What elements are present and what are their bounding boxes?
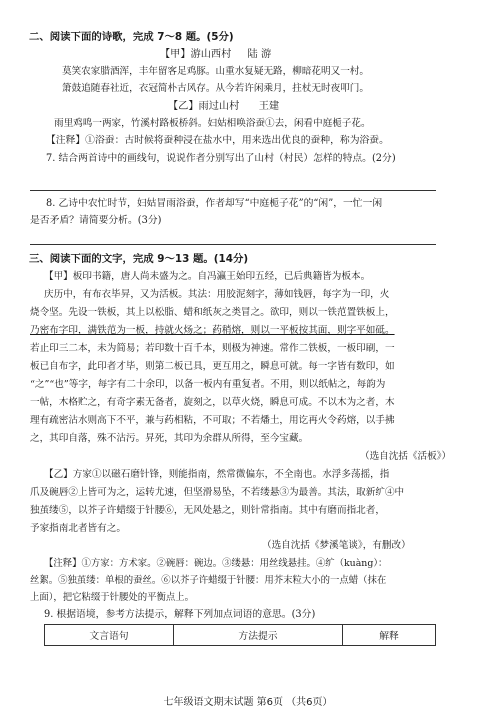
table-header: 文言语句: [45, 625, 174, 646]
poem2-title-line: [168, 100, 279, 114]
passage-yi-line: 【乙】方家①以磁石磨针锋，则能指南，然常微偏东，不全南也。水浮多荡摇，指: [44, 469, 390, 480]
section3-title: 三、阅读下面的文字，完成 9～13 题。(14分): [29, 253, 249, 265]
passage-jia-line: 庆历中，有布衣毕昇，又为活板。其法：用胶泥刻字，薄如钱唇，每字为一印，火: [44, 289, 390, 300]
answer-line: [30, 190, 436, 191]
poem2-title: 【乙】雨过山村: [168, 101, 240, 112]
passage-jia-line: 若止印三二本，未为简易；若印数十百千本，则极为神速。常作二铁板，一板印刷，一: [30, 343, 395, 354]
passage-jia-line: 之，其印自落，殊不沾污。昇死，其印为余群从所得，至今宝藏。: [30, 433, 309, 444]
passage-jia-line: 理有疏密沾水则高下不平，兼与药相粘，不可取；不若燔土，用讫再火令药熔，以手拂: [30, 415, 395, 426]
poem1-title-line: [160, 48, 271, 62]
source-yi: （选自沈括《梦溪笔谈》，有删改）: [262, 540, 411, 551]
poem1-line: 箫鼓追随春社近，衣冠简朴古风存。从今若许闲乘月，拄杖无时夜叩门。: [62, 83, 369, 94]
passage-yi-line: 予家指南北者皆有之。: [30, 523, 126, 534]
passage-jia-line: 板已自布字，此印者才毕，则第二板已具，更互用之，瞬息可就。每一字皆有数印，如: [30, 361, 395, 372]
table-header: 方法提示: [174, 625, 343, 646]
page-footer: 七年级语文期末试题 第6页 （共6页）: [163, 697, 333, 708]
answer-line: [30, 244, 436, 245]
table-header-row: [45, 625, 436, 646]
passage-jia-line: 烧令坚。先设一铁板，其上以松脂、蜡和纸灰之类冒之。欲印，则以一铁范置铁板上，: [30, 307, 395, 318]
answer-table: [44, 624, 436, 646]
poem1-author: 陆 游: [247, 49, 272, 60]
notes-line: 丝絮。⑤独茧缕：单根的蚕丝。⑥以芥子许蜡缀于针腰：用芥末粒大小的一点蜡（抹在: [30, 575, 387, 586]
passage-yi-line: 爪及碗唇②上皆可为之，运转尤速，但坚滑易坠，不若缕悬③为最善。其法，取新纩④中: [30, 487, 405, 498]
notes-line: 上面），把它粘缀于针腰处的平衡点上。: [30, 592, 195, 603]
poem1-line: 莫笑农家腊酒浑，丰年留客足鸡豚。山重水复疑无路，柳暗花明又一村。: [62, 66, 369, 77]
question-7: 7. 结合两首诗中的画线句，说说作者分别写出了山村（村民）怎样的特点。(2分): [46, 153, 396, 164]
poem2-author: 王建: [258, 101, 280, 112]
poem2-line: 雨里鸡鸣一两家，竹溪村路板桥斜。妇姑相唤浴蚕①去，闲看中庭栀子花。: [54, 118, 371, 129]
source-jia: （选自沈括《活板》）: [360, 451, 452, 462]
question-9: 9. 根据语境，参考方法提示，解释下列加点词语的意思。(3分): [44, 609, 316, 620]
section2-title: 二、阅读下面的诗歌，完成 7～8 题。(5分): [29, 31, 234, 43]
passage-yi-line: 独茧缕⑤，以芥子许蜡缀于针腰⑥，无风处悬之，则针常指南。其中有磨而指北者，: [30, 505, 385, 516]
passage-jia-line: 乃密布字印，满铁范为一板，持就火炀之；药稍熔，则以一平板按其面，则字平如砥。: [30, 325, 395, 336]
question-8-line2: 是否矛盾？请简要分析。(3分): [30, 215, 162, 226]
poem1-title: 【甲】游山西村: [160, 49, 232, 60]
question-8-line1: 8. 乙诗中农忙时节，妇姑冒雨浴蚕，作者却写“中庭栀子花”的“闲”，一忙一闲: [46, 198, 383, 209]
poem-note: 【注释】①浴蚕：古时候将蚕种浸在盐水中，用来选出优良的蚕种，称为浴蚕。: [46, 135, 389, 146]
table-header: 解释: [343, 625, 436, 646]
passage-jia-line: 一帖，木格贮之，有奇字素无备者，旋刻之，以草火烧，瞬息可成。不以木为之者，木: [30, 397, 395, 408]
passage-jia-line: 【甲】板印书籍，唐人尚未盛为之。自冯瀛王始印五经，已后典籍皆为板本。: [44, 271, 371, 282]
notes-line: 【注释】①方家：方术家。②碗唇：碗边。③缕悬：用丝线悬挂。④纩（kuàng）：: [44, 558, 388, 569]
passage-jia-line: “之”“也”等字，每字有二十余印，以备一板内有重复者。不用，则以纸帖之，每韵为: [30, 379, 386, 390]
